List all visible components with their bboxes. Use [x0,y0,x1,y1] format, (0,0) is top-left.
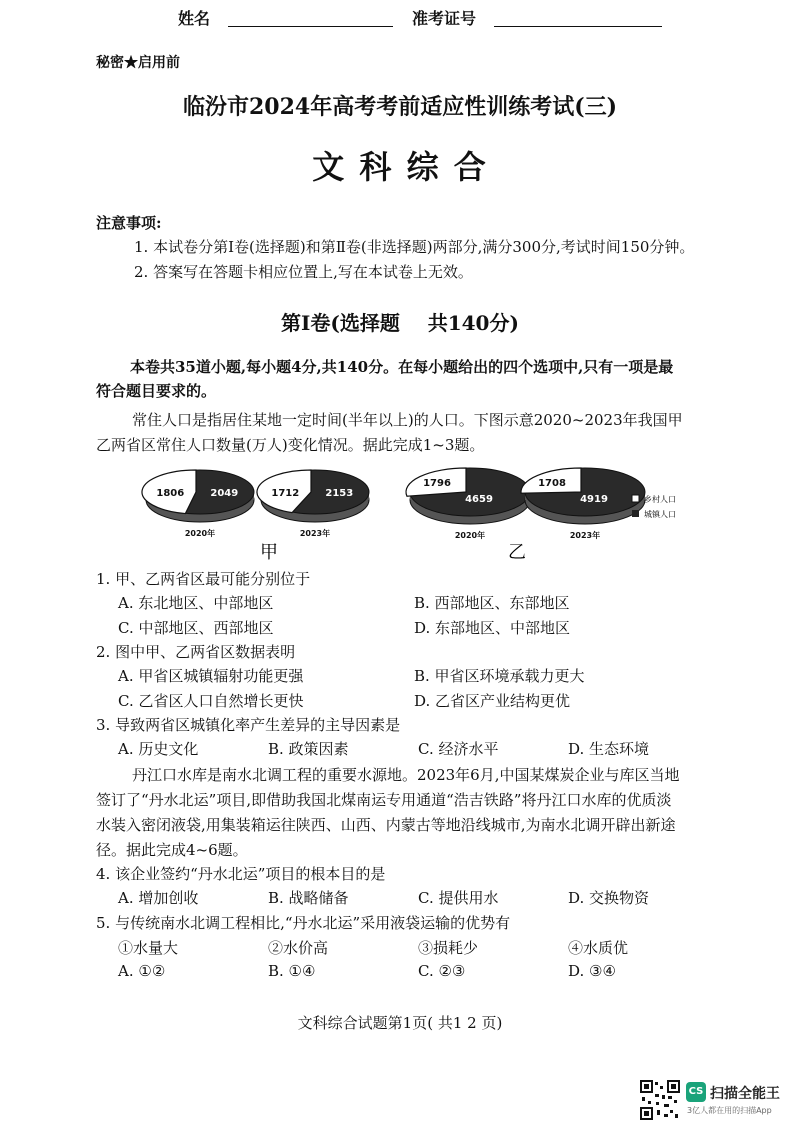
q3-option-a: A. 历史文化 [118,740,199,758]
q5-item-4: ④水质优 [568,939,629,957]
pie-year-label: 2023年 [299,529,331,538]
q5-item-2: ②水价高 [268,939,329,957]
material1-line2: 乙两省区常住人口数量(万人)变化情况。据此完成1~3题。 [96,436,485,454]
legend-rural-swatch [632,495,639,502]
population-pie-charts [140,458,740,568]
q5-item-1: ①水量大 [118,939,179,957]
pie-label-rural: 1806 [156,488,185,499]
exam-title: 临汾市2024年高考考前适应性训练考试(三) [182,94,618,120]
material2-line1: 丹江口水库是南水北调工程的重要水源地。2023年6月,中国某煤炭企业与库区当地 [132,766,680,784]
q2-option-a: A. 甲省区城镇辐射功能更强 [118,667,304,685]
section-intro-2: 符合题目要求的。 [96,382,217,400]
material1-line1: 常住人口是指居住某地一定时间(半年以上)的人口。下图示意2020~2023年我国甲 [132,411,683,429]
notice-heading: 注意事项: [96,214,162,232]
q5-item-3: ③损耗少 [418,939,479,957]
q4-option-d: D. 交换物资 [568,889,650,907]
qr-code-icon [640,1080,680,1120]
notice-item-2: 2. 答案写在答题卡相应位置上,写在本试卷上无效。 [134,263,473,281]
pie-label-urban: 4919 [580,494,608,505]
page-footer: 文科综合试题第1页( 共1 2 页) [297,1014,503,1032]
q2-option-c: C. 乙省区人口自然增长更快 [118,692,304,710]
q4-stem: 4. 该企业签约“丹水北运”项目的根本目的是 [96,865,386,883]
q3-option-d: D. 生态环境 [568,740,650,758]
q4-option-b: B. 战略储备 [268,889,349,907]
q3-option-b: B. 政策因素 [268,740,349,758]
q5-option-d: D. ③④ [568,962,616,980]
q2-option-b: B. 甲省区环境承载力更大 [414,667,585,685]
pie-year-label: 2023年 [569,531,601,540]
name-label: 姓名 [178,9,211,28]
q1-option-a: A. 东北地区、中部地区 [118,594,274,612]
q3-option-c: C. 经济水平 [418,740,499,758]
app-name: 扫描全能王 [710,1086,780,1102]
secret-label: 秘密★启用前 [96,55,180,71]
pie-label-urban: 4659 [465,494,493,505]
material2-line4: 径。据此完成4~6题。 [96,841,248,859]
name-blank [228,26,393,27]
material2-line3: 水装入密闭液袋,用集装箱运往陕西、山西、内蒙古等地沿线城市,为南水北调开辟出新途 [96,816,676,834]
legend-urban-label: 城镇人口 [644,510,676,519]
pie-year-label: 2020年 [184,529,216,538]
q1-option-c: C. 中部地区、西部地区 [118,619,274,637]
q5-option-a: A. ①② [118,962,166,980]
q5-stem: 5. 与传统南水北调工程相比,“丹水北运”采用液袋运输的优势有 [96,914,511,932]
section-intro-1: 本卷共35道小题,每小题4分,共140分。在每小题给出的四个选项中,只有一项是最 [130,358,674,376]
camscanner-logo-icon: CS [686,1082,706,1102]
pie-label-rural: 1708 [538,478,566,489]
pie-label-rural: 1712 [271,488,300,499]
chart-group-yi-label: 乙 [508,542,526,563]
q1-option-b: B. 西部地区、东部地区 [414,594,570,612]
q1-stem: 1. 甲、乙两省区最可能分别位于 [96,570,311,588]
notice-item-1: 1. 本试卷分第Ⅰ卷(选择题)和第Ⅱ卷(非选择题)两部分,满分300分,考试时间150分钟。 [134,238,695,256]
exam-id-blank [494,26,662,27]
pie-label-rural: 1796 [423,478,451,489]
q2-stem: 2. 图中甲、乙两省区数据表明 [96,643,296,661]
q5-option-b: B. ①④ [268,962,316,980]
material2-line2: 签订了“丹水北运”项目,即借助我国北煤南运专用通道“浩吉铁路”将丹江口水库的优质淡 [96,791,672,809]
pie-label-urban: 2049 [210,488,239,499]
q3-stem: 3. 导致两省区城镇化率产生差异的主导因素是 [96,716,401,734]
q4-option-a: A. 增加创收 [118,889,199,907]
chart-group-jia-label: 甲 [260,542,278,563]
section-title: 第Ⅰ卷(选择题 共140分) [281,311,519,335]
legend-rural-label: 乡村人口 [644,495,676,504]
q1-option-d: D. 东部地区、中部地区 [414,619,571,637]
q5-option-c: C. ②③ [418,962,466,980]
pie-label-urban: 2153 [325,488,354,499]
legend-urban-swatch [632,510,639,517]
exam-id-label: 准考证号 [412,9,477,28]
pie-year-label: 2020年 [454,531,486,540]
q2-option-d: D. 乙省区产业结构更优 [414,692,571,710]
q4-option-c: C. 提供用水 [418,889,499,907]
app-tagline: 3亿人都在用的扫描App [687,1106,772,1115]
subject-title: 文 科 综 合 [312,148,488,186]
